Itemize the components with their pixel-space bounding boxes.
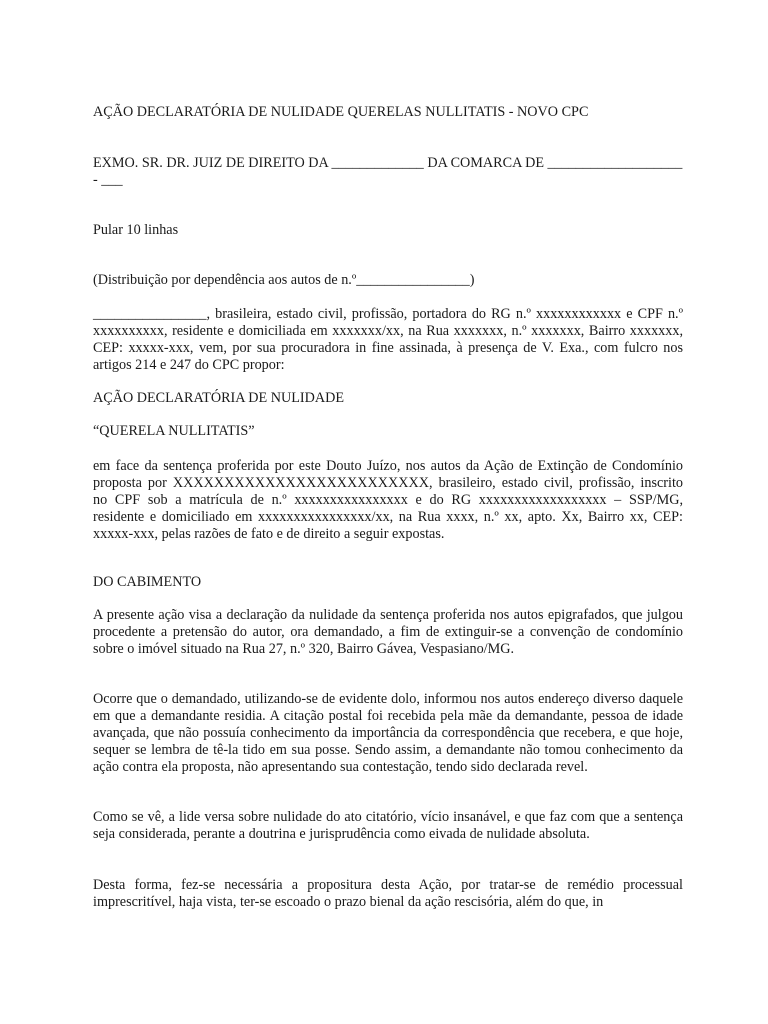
querela-heading: “QUERELA NULLITATIS” xyxy=(93,423,255,439)
body-paragraph: Como se vê, a lide versa sobre nulidade do ato citatório, vício insanável, e que faz com que a sentença seja considerada, perante a doutrina e jurisprudência como eivada de nulidade absoluta. xyxy=(93,809,683,842)
body-paragraph: Ocorre que o demandado, utilizando-se de evidente dolo, informou nos autos endereço diverso daquele em que a demandante residia. A citação postal foi recebida pela mãe da demandante, pessoa de idade avançada, que não possuía conhecimento da importância da correspondência que recebera, e que hoje, sequer se lembra de tê-la tido em sua posse. Sendo assim, a demandante não tomou conhecimento da ação contra ela proposta, não apresentando sua contestação, tendo sido declarada revel. xyxy=(93,691,683,775)
distribution-note: (Distribuição por dependência aos autos de n.º________________) xyxy=(93,272,475,288)
plaintiff-qualification-paragraph: ________________, brasileira, estado civil, profissão, portadora do RG n.º xxxxxxxxxxxx e CPF n.º xxxxxxxxxx, residente e domiciliada em xxxxxxx/xx, na Rua xxxxxxx, n.º xxxxxxx, Bairro xxxxxxx, CEP: xxxxx-xxx, vem, por sua procuradora in fine assinada, à presença de V. Exa., com fulcro nos artigos 214 e 247 do CPC propor: xyxy=(93,306,683,373)
skip-lines-note: Pular 10 linhas xyxy=(93,222,179,238)
action-name-heading: AÇÃO DECLARATÓRIA DE NULIDADE xyxy=(93,390,345,406)
section-heading-cabimento: DO CABIMENTO xyxy=(93,574,202,590)
document-title: AÇÃO DECLARATÓRIA DE NULIDADE QUERELAS NULLITATIS - NOVO CPC xyxy=(93,104,589,120)
defendant-qualification-paragraph: em face da sentença proferida por este Douto Juízo, nos autos da Ação de Extinção de Condomínio proposta por XXXXXXXXXXXXXXXXXXXXXXXXX, brasileiro, estado civil, profissão, inscrito no CPF sob a matrícula de n.º xxxxxxxxxxxxxxxx e do RG xxxxxxxxxxxxxxxxxx – SSP/MG, residente e domiciliado em xxxxxxxxxxxxxxxx/xx, na Rua xxxx, n.º xx, apto. Xx, Bairro xx, CEP: xxxxx-xxx, pelas razões de fato e de direito a seguir expostas. xyxy=(93,458,683,542)
body-paragraph: A presente ação visa a declaração da nulidade da sentença proferida nos autos epigrafados, que julgou procedente a pretensão do autor, ora demandado, a fim de extinguir-se a convenção de condomínio sobre o imóvel situado na Rua 27, n.º 320, Bairro Gávea, Vespasiano/MG. xyxy=(93,607,683,657)
addressee-paragraph: EXMO. SR. DR. JUIZ DE DIREITO DA _____________ DA COMARCA DE ___________________ - ___ xyxy=(93,155,683,188)
body-paragraph: Desta forma, fez-se necessária a propositura desta Ação, por tratar-se de remédio processual imprescritível, haja vista, ter-se escoado o prazo bienal da ação rescisória, além do que, in xyxy=(93,877,683,910)
